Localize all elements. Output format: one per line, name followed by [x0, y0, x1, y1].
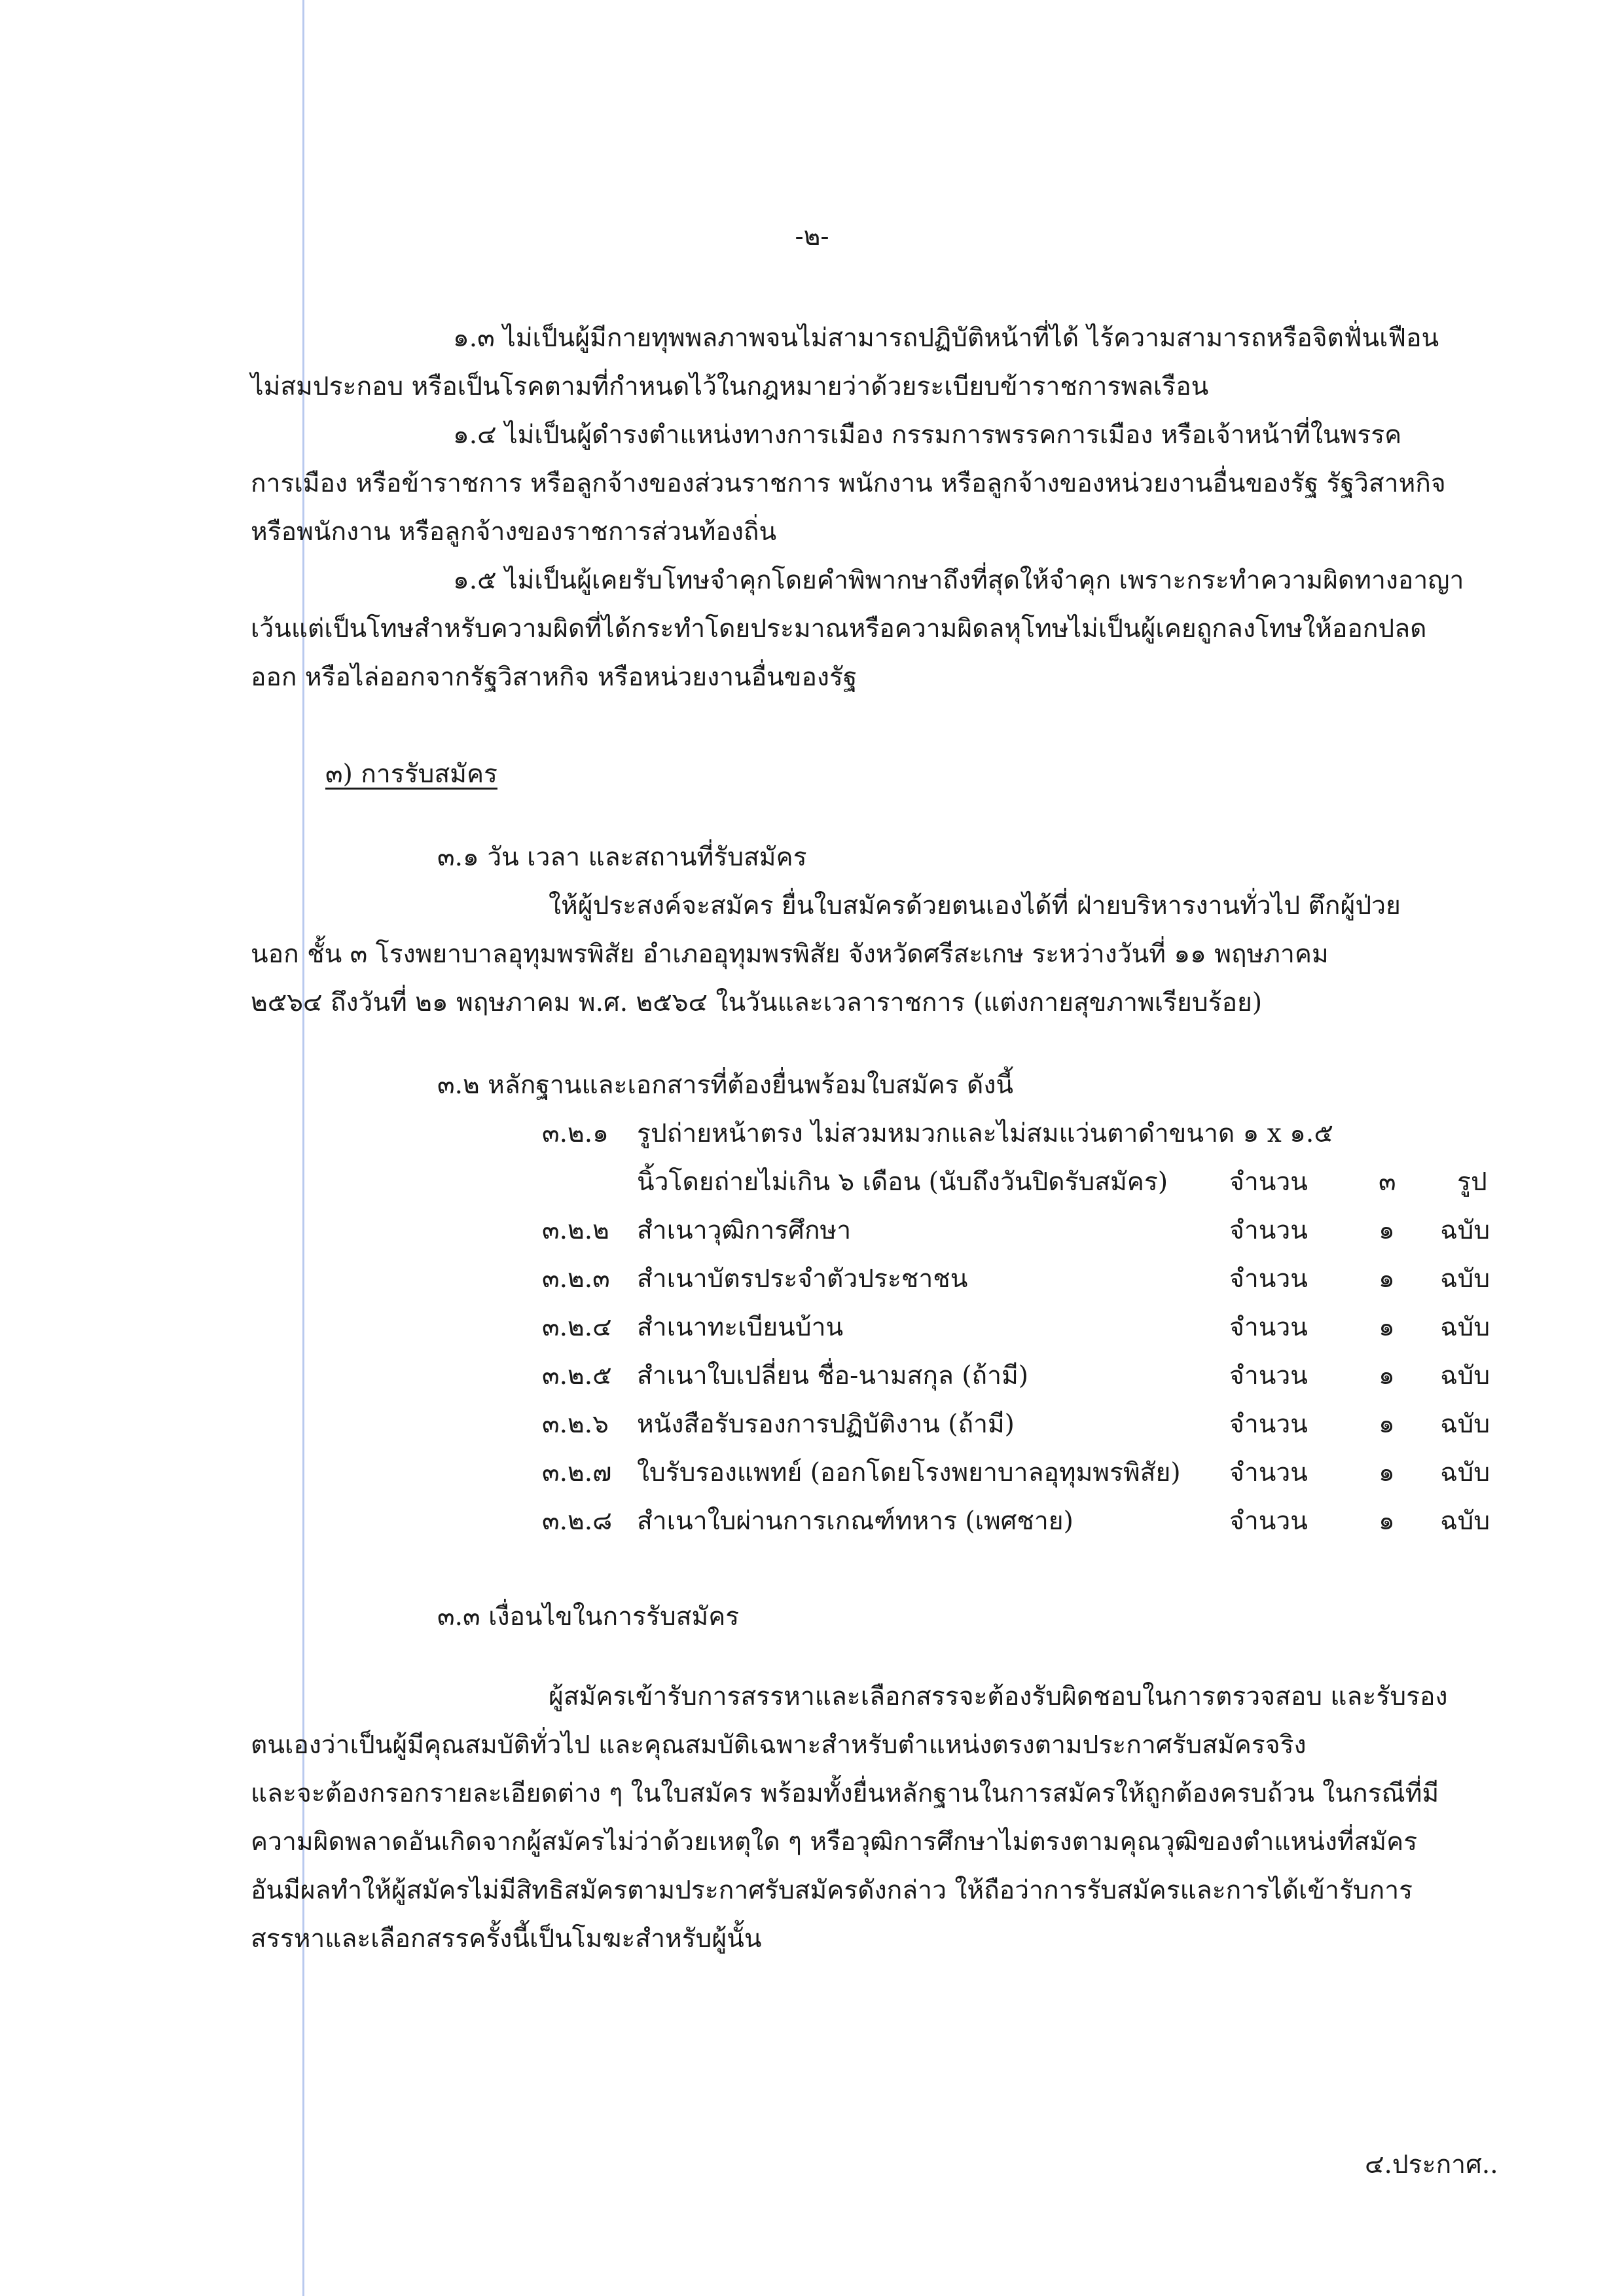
item-1-4-line-1: ๑.๔ ไม่เป็นผู้ดำรงตำแหน่งทางการเมือง กรรมการพรรคการเมือง หรือเจ้าหน้าที่ในพรรค [453, 420, 1402, 450]
doc-description: สำเนาทะเบียนบ้าน [637, 1313, 844, 1342]
doc-photo-qty-label: จำนวน [1229, 1167, 1308, 1197]
section-3-3-line-1: ผู้สมัครเข้ารับการสรรหาและเลือกสรรจะต้องรับผิดชอบในการตรวจสอบ และรับรอง [549, 1682, 1448, 1711]
section-3-3-title: ๓.๓ เงื่อนไขในการรับสมัคร [437, 1602, 740, 1631]
doc-qty: ๑ [1379, 1361, 1395, 1391]
section-3-2-title: ๓.๒ หลักฐานและเอกสารที่ต้องยื่นพร้อมใบสมัคร ดังนี้ [437, 1070, 1014, 1100]
doc-row [0, 1218, 1624, 1257]
doc-unit: ฉบับ [1440, 1410, 1490, 1439]
section-3-1-line-1: ให้ผู้ประสงค์จะสมัคร ยื่นใบสมัครด้วยตนเองได้ที่ ฝ่ายบริหารงานทั่วไป ตึกผู้ป่วย [549, 891, 1401, 920]
item-1-4-line-3: หรือพนักงาน หรือลูกจ้างของราชการส่วนท้องถิ่น [251, 517, 777, 547]
doc-photo-qty: ๓ [1379, 1167, 1396, 1197]
doc-number: ๓.๒.๗ [542, 1458, 612, 1487]
doc-description: หนังสือรับรองการปฏิบัติงาน (ถ้ามี) [637, 1410, 1015, 1439]
doc-row [0, 1315, 1624, 1354]
doc-unit: ฉบับ [1440, 1458, 1490, 1487]
doc-description: สำเนาบัตรประจำตัวประชาชน [637, 1264, 968, 1294]
doc-number: ๓.๒.๔ [542, 1313, 612, 1342]
doc-qty-label: จำนวน [1229, 1410, 1308, 1439]
doc-row [0, 1266, 1624, 1305]
doc-description: สำเนาใบเปลี่ยน ชื่อ-นามสกุล (ถ้ามี) [637, 1361, 1028, 1391]
page-number: -๒- [795, 222, 829, 251]
doc-qty-label: จำนวน [1229, 1506, 1308, 1536]
item-1-3-line-2: ไม่สมประกอบ หรือเป็นโรคตามที่กำหนดไว้ในกฎหมายว่าด้วยระเบียบข้าราชการพลเรือน [251, 372, 1209, 401]
section-3-1-line-3: ๒๕๖๔ ถึงวันที่ ๒๑ พฤษภาคม พ.ศ. ๒๕๖๔ ในวันและเวลาราชการ (แต่งกายสุขภาพเรียบร้อย) [251, 988, 1263, 1017]
doc-unit: ฉบับ [1440, 1361, 1490, 1391]
doc-qty: ๑ [1379, 1458, 1395, 1487]
doc-number: ๓.๒.๓ [542, 1264, 610, 1294]
doc-photo-number: ๓.๒.๑ [542, 1119, 609, 1148]
section-3-3-line-4: ความผิดพลาดอันเกิดจากผู้สมัครไม่ว่าด้วยเหตุใด ๆ หรือวุฒิการศึกษาไม่ตรงตามคุณวุฒิของตำแหน่งที่สมัคร [251, 1827, 1418, 1857]
doc-qty-label: จำนวน [1229, 1361, 1308, 1391]
doc-row [0, 1363, 1624, 1402]
item-1-5-line-3: ออก หรือไล่ออกจากรัฐวิสาหกิจ หรือหน่วยงานอื่นของรัฐ [251, 663, 857, 692]
doc-unit: ฉบับ [1440, 1313, 1490, 1342]
doc-number: ๓.๒.๒ [542, 1216, 609, 1245]
doc-description: ใบรับรองแพทย์ (ออกโดยโรงพยาบาลอุทุมพรพิสัย) [637, 1458, 1181, 1487]
doc-description: สำเนาใบผ่านการเกณฑ์ทหาร (เพศชาย) [637, 1506, 1074, 1536]
doc-qty: ๑ [1379, 1410, 1395, 1439]
doc-unit: ฉบับ [1440, 1216, 1490, 1245]
section-3-3-line-2: ตนเองว่าเป็นผู้มีคุณสมบัติทั่วไป และคุณสมบัติเฉพาะสำหรับตำแหน่งตรงตามประกาศรับสมัครจริง [251, 1730, 1307, 1760]
doc-row [0, 1412, 1624, 1451]
section-3-3-line-3: และจะต้องกรอกรายละเอียดต่าง ๆ ในใบสมัคร พร้อมทั้งยื่นหลักฐานในการสมัครให้ถูกต้องครบถ้วน ในกรณีที่มี [251, 1779, 1439, 1808]
section-3-1-title: ๓.๑ วัน เวลา และสถานที่รับสมัคร [437, 843, 807, 872]
doc-unit: ฉบับ [1440, 1264, 1490, 1294]
doc-qty: ๑ [1379, 1313, 1395, 1342]
section-3-3-line-5: อันมีผลทำให้ผู้สมัครไม่มีสิทธิสมัครตามประกาศรับสมัครดังกล่าว ให้ถือว่าการรับสมัครและการได้เข้ารับการ [251, 1876, 1413, 1905]
doc-qty: ๑ [1379, 1216, 1395, 1245]
doc-row [0, 1460, 1624, 1499]
doc-qty-label: จำนวน [1229, 1264, 1308, 1294]
item-1-5-line-1: ๑.๕ ไม่เป็นผู้เคยรับโทษจำคุกโดยคำพิพากษาถึงที่สุดให้จำคุก เพราะกระทำความผิดทางอาญา [453, 566, 1464, 595]
doc-description: สำเนาวุฒิการศึกษา [637, 1216, 852, 1245]
doc-unit: ฉบับ [1440, 1506, 1490, 1536]
doc-number: ๓.๒.๕ [542, 1361, 612, 1391]
doc-qty-label: จำนวน [1229, 1216, 1308, 1245]
doc-qty-label: จำนวน [1229, 1313, 1308, 1342]
section-3-3-line-6: สรรหาและเลือกสรรครั้งนี้เป็นโมฆะสำหรับผู้นั้น [251, 1924, 762, 1954]
doc-photo-unit: รูป [1457, 1167, 1487, 1197]
doc-qty-label: จำนวน [1229, 1458, 1308, 1487]
item-1-5-line-2: เว้นแต่เป็นโทษสำหรับความผิดที่ได้กระทำโดยประมาณหรือความผิดลหุโทษไม่เป็นผู้เคยถูกลงโทษให้ออกปลด [251, 614, 1427, 644]
next-page-note: ๔.ประกาศ.. [1365, 2150, 1498, 2179]
doc-photo-line-1: รูปถ่ายหน้าตรง ไม่สวมหมวกและไม่สมแว่นตาดำขนาด ๑ x ๑.๕ [637, 1119, 1333, 1148]
section-3-heading: ๓) การรับสมัคร [325, 759, 497, 789]
doc-photo-line-2: นิ้วโดยถ่ายไม่เกิน ๖ เดือน (นับถึงวันปิดรับสมัคร) [637, 1167, 1168, 1197]
doc-number: ๓.๒.๘ [542, 1506, 613, 1536]
doc-row [0, 1508, 1624, 1548]
doc-qty: ๑ [1379, 1264, 1395, 1294]
doc-qty: ๑ [1379, 1506, 1395, 1536]
doc-number: ๓.๒.๖ [542, 1410, 609, 1439]
item-1-3-line-1: ๑.๓ ไม่เป็นผู้มีกายทุพพลภาพจนไม่สามารถปฏิบัติหน้าที่ได้ ไร้ความสามารถหรือจิตฟั่นเฟือน [453, 323, 1439, 353]
section-3-1-line-2: นอก ชั้น ๓ โรงพยาบาลอุทุมพรพิสัย อำเภออุทุมพรพิสัย จังหวัดศรีสะเกษ ระหว่างวันที่ ๑๑ พฤษภาคม [251, 939, 1329, 969]
item-1-4-line-2: การเมือง หรือข้าราชการ หรือลูกจ้างของส่วนราชการ พนักงาน หรือลูกจ้างของหน่วยงานอื่นของรัฐ รัฐวิสาหกิจ [251, 469, 1446, 498]
